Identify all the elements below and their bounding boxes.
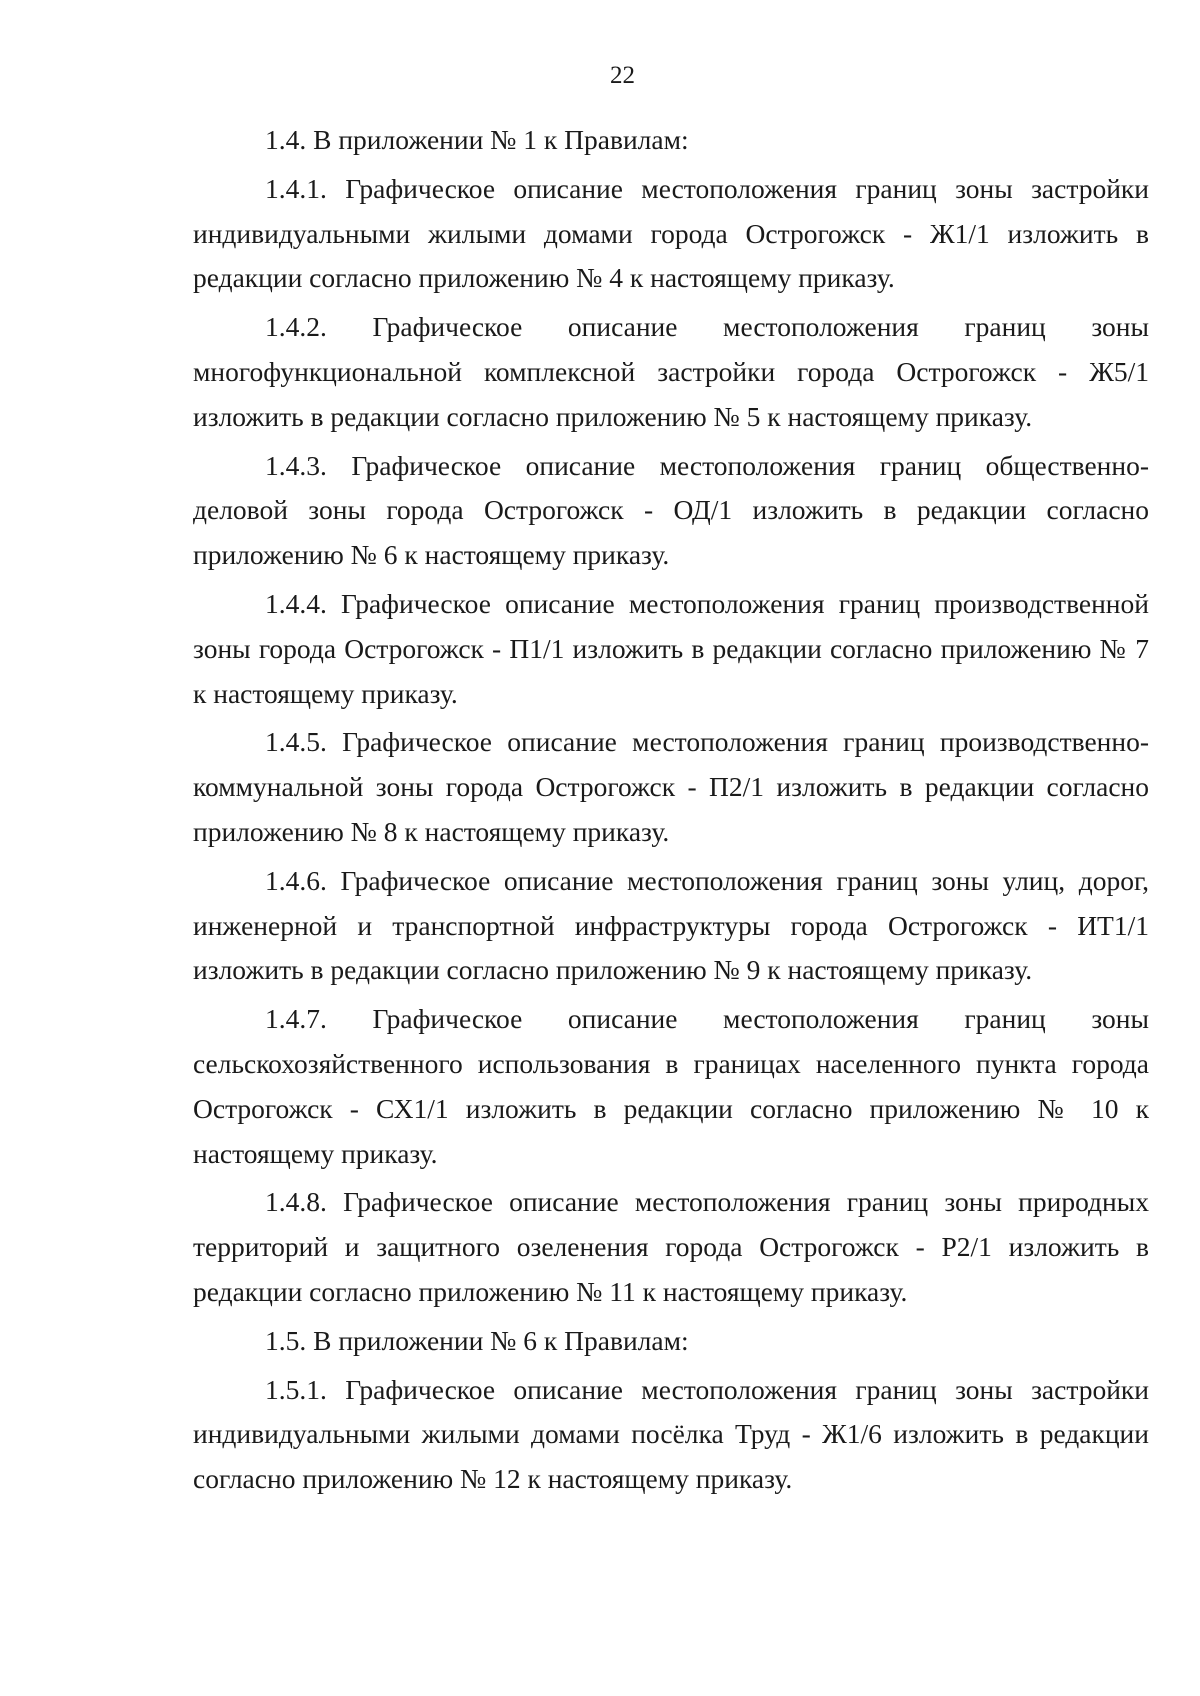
paragraph-1-4-4: 1.4.4. Графическое описание местоположения границ производственной зоны города Острогожск - П1/1 изложить в редакции согласно приложению № 7 к настоящему приказу. xyxy=(193,587,1149,709)
paragraph-1-4-2: 1.4.2. Графическое описание местоположения границ зоны многофункциональной комплексной застройки города Острогожск - Ж5/1 изложить в редакции согласно приложению № 5 к настоящему приказу. xyxy=(193,311,1149,432)
paragraph-1-4-7: 1.4.7. Графическое описание местоположения границ зоны сельскохозяйственного использования в границах населенного пункта города Острогожск - СХ1/1 изложить в редакции согласно приложению № 10 к настоящему приказу. xyxy=(193,1003,1149,1169)
document-body xyxy=(193,118,1149,1506)
paragraph-1-4-3: 1.4.3. Графическое описание местоположения границ общественно-деловой зоны города Острогожск - ОД/1 изложить в редакции согласно приложению № 6 к настоящему приказу. xyxy=(193,449,1149,571)
paragraph-1-4-5: 1.4.5. Графическое описание местоположения границ производственно-коммунальной зоны города Острогожск - П2/1 изложить в редакции согласно приложению № 8 к настоящему приказу. xyxy=(193,726,1149,847)
page-number: 22 xyxy=(610,62,635,89)
paragraph-1-4-6: 1.4.6. Графическое описание местоположения границ зоны улиц, дорог, инженерной и транспортной инфраструктуры города Острогожск - ИТ1/1 изложить в редакции согласно приложению № 9 к настоящему приказу. xyxy=(193,864,1149,986)
paragraph-1-4-1: 1.4.1. Графическое описание местоположения границ зоны застройки индивидуальными жилыми домами города Острогожск - Ж1/1 изложить в редакции согласно приложению № 4 к настоящему приказу. xyxy=(193,172,1149,294)
section-heading-1-4: 1.4. В приложении № 1 к Правилам: xyxy=(265,124,689,155)
paragraph-1-4-8: 1.4.8. Графическое описание местоположения границ зоны природных территорий и защитного озеленения города Острогожск - Р2/1 изложить в редакции согласно приложению № 11 к настоящему приказу. xyxy=(193,1186,1149,1307)
paragraph-1-5-1: 1.5.1. Графическое описание местоположения границ зоны застройки индивидуальными жилыми домами посёлка Труд - Ж1/6 изложить в редакции согласно приложению № 12 к настоящему приказу. xyxy=(193,1373,1149,1495)
section-heading-1-5: 1.5. В приложении № 6 к Правилам: xyxy=(265,1324,689,1356)
